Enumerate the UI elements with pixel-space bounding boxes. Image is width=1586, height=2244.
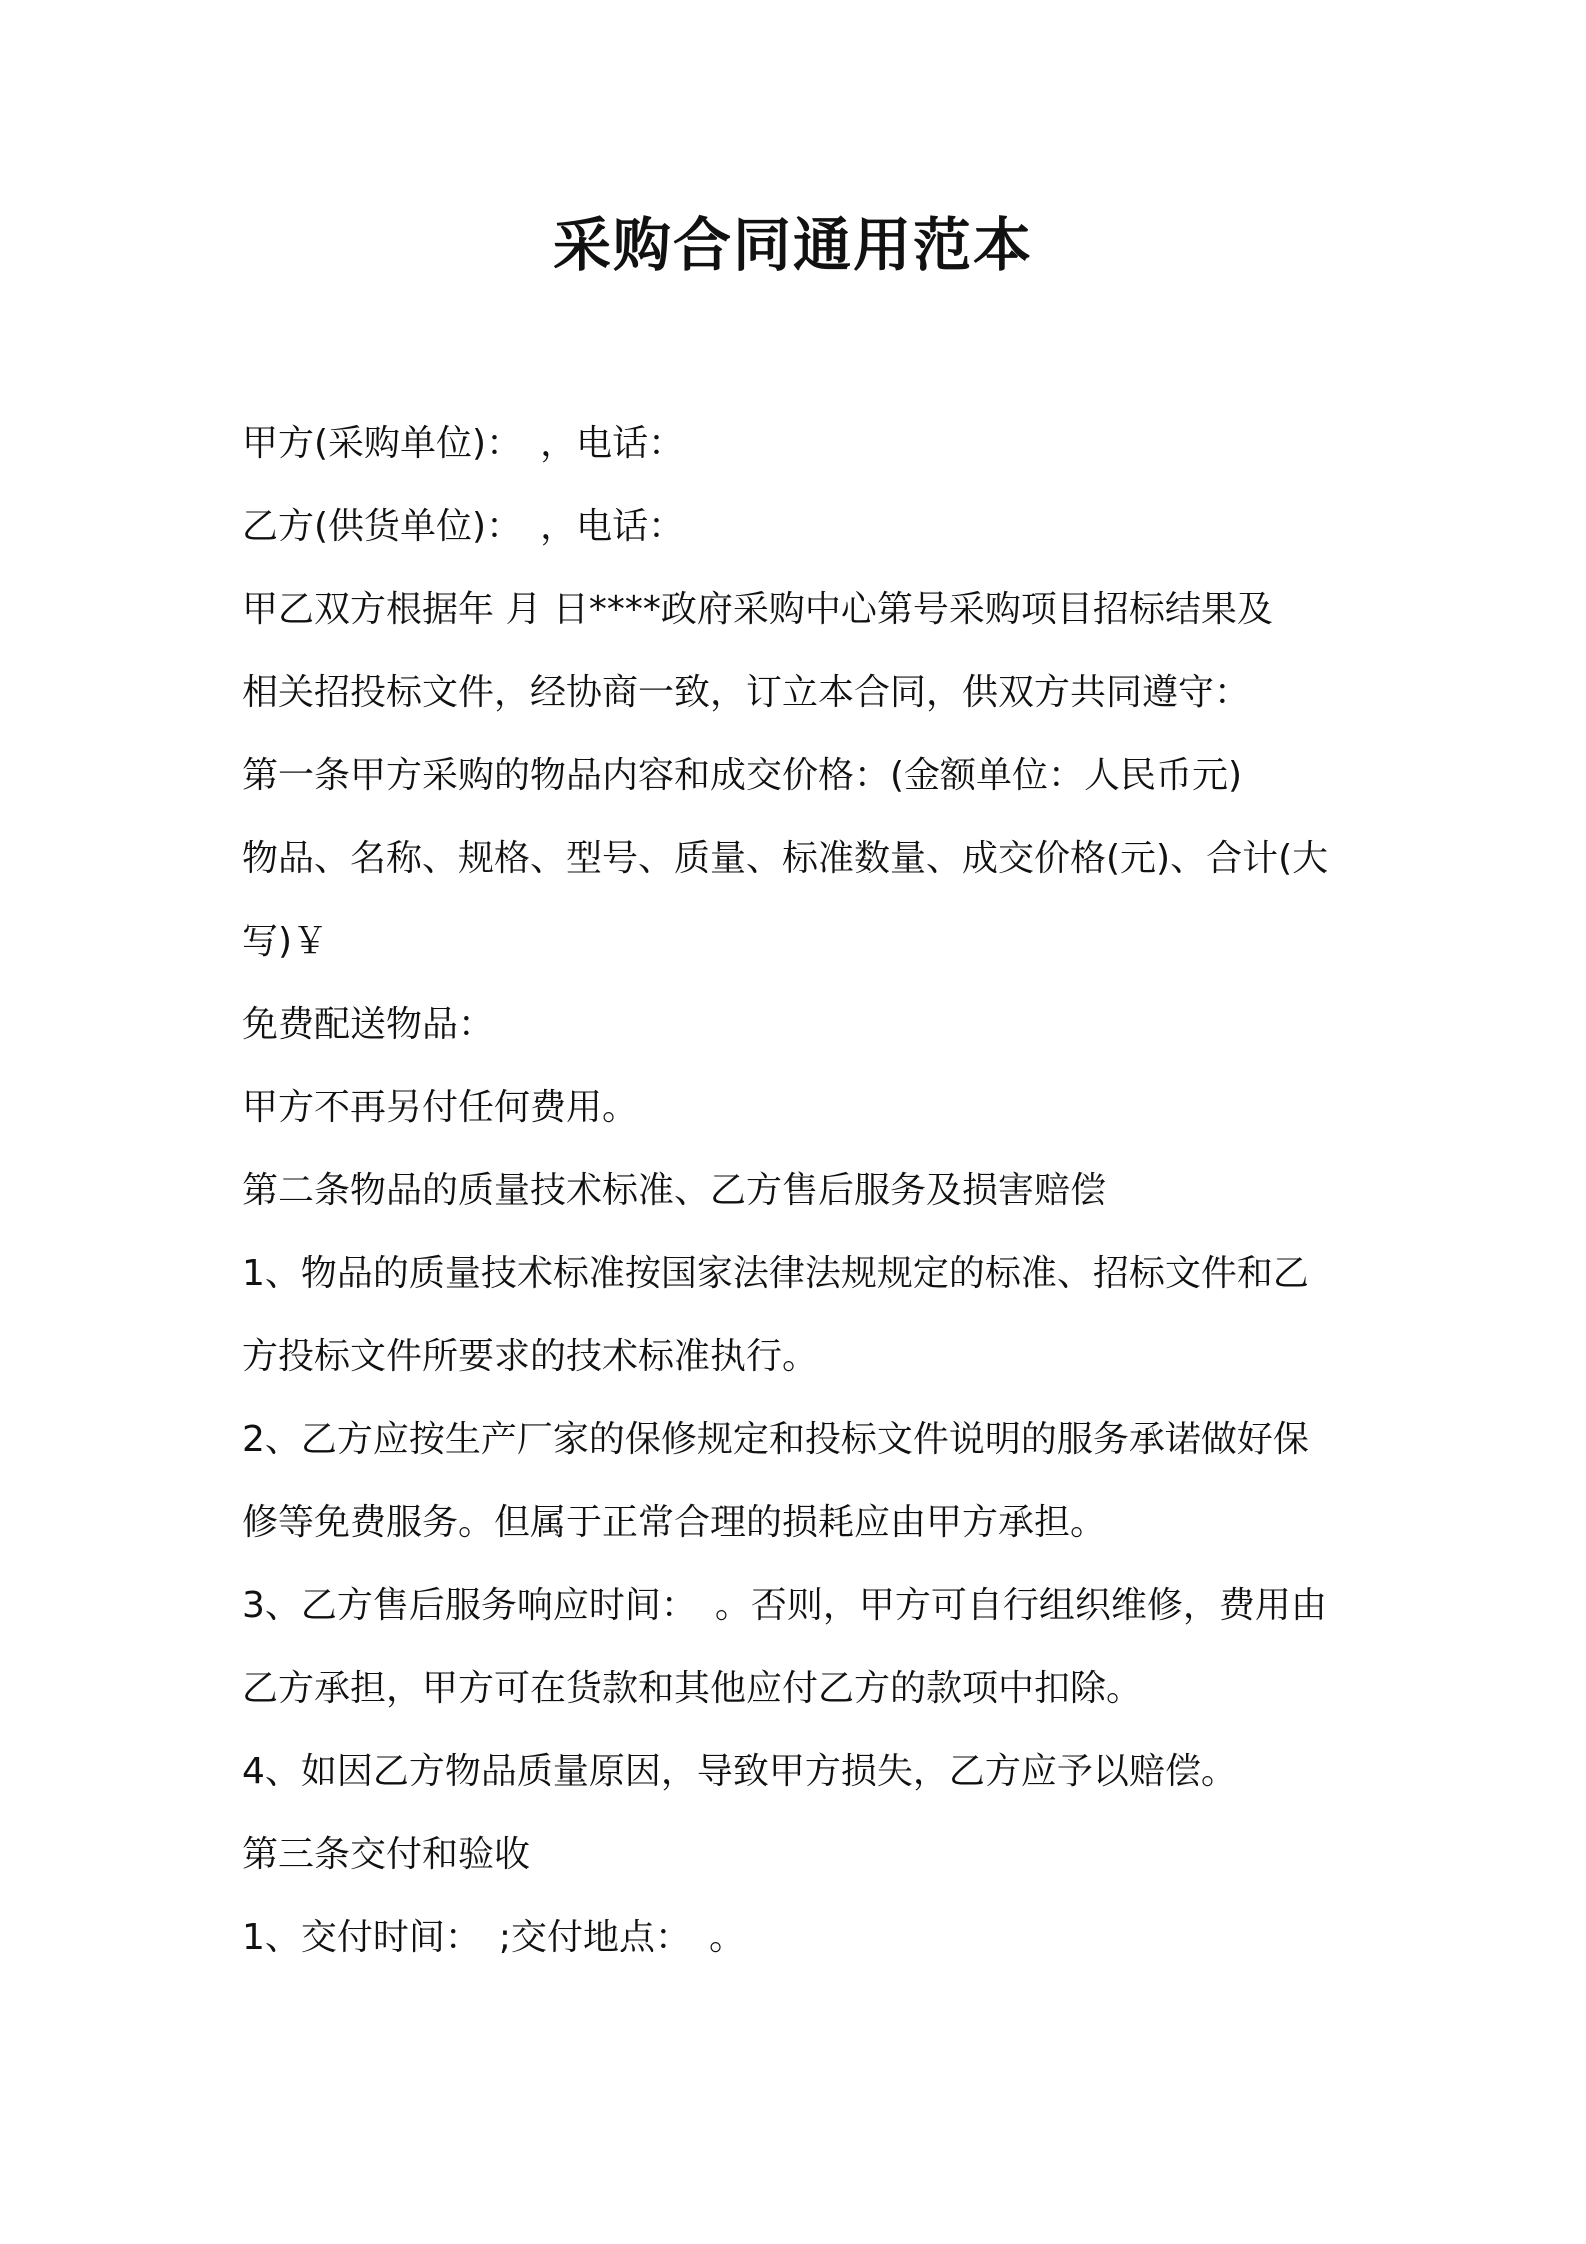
preamble-line-1: 甲乙双方根据年 月 日****政府采购中心第号采购项目招标结果及 [242, 589, 1273, 630]
article-2-clause-1-line-1: 1、物品的质量技术标准按国家法律法规规定的标准、招标文件和乙 [242, 1253, 1309, 1294]
article-3-clause-1: 1、交付时间： ;交付地点： 。 [242, 1917, 746, 1958]
party-a-line: 甲方(采购单位)： ，电话： [242, 423, 685, 464]
party-b-line: 乙方(供货单位)： ，电话： [242, 506, 685, 547]
article-2-clause-3-line-1: 3、乙方售后服务响应时间： 。否则，甲方可自行组织维修，费用由 [242, 1585, 1327, 1626]
article-2-clause-2-line-2: 修等免费服务。但属于正常合理的损耗应由甲方承担。 [242, 1502, 1107, 1543]
preamble-line-2: 相关招投标文件，经协商一致，订立本合同，供双方共同遵守： [242, 672, 1251, 713]
article-3-heading: 第三条交付和验收 [242, 1834, 531, 1875]
article-1-items-line-2: 写)￥ [242, 921, 329, 962]
article-2-clause-1-line-2: 方投标文件所要求的技术标准执行。 [242, 1336, 819, 1377]
article-1-items-line-1: 物品、名称、规格、型号、质量、标准数量、成交价格(元)、合计(大 [242, 838, 1329, 879]
free-delivery-line: 免费配送物品： [242, 1004, 495, 1045]
article-1-heading: 第一条甲方采购的物品内容和成交价格：(金额单位：人民币元) [242, 755, 1243, 796]
article-2-clause-2-line-1: 2、乙方应按生产厂家的保修规定和投标文件说明的服务承诺做好保 [242, 1419, 1309, 1460]
article-2-clause-4: 4、如因乙方物品质量原因，导致甲方损失，乙方应予以赔偿。 [242, 1751, 1237, 1792]
document-body [242, 402, 1352, 1979]
no-extra-fee-line: 甲方不再另付任何费用。 [242, 1087, 639, 1128]
document-title: 采购合同通用范本 [552, 211, 1033, 279]
article-2-clause-3-line-2: 乙方承担，甲方可在货款和其他应付乙方的款项中扣除。 [242, 1668, 1143, 1709]
article-2-heading: 第二条物品的质量技术标准、乙方售后服务及损害赔偿 [242, 1170, 1107, 1211]
